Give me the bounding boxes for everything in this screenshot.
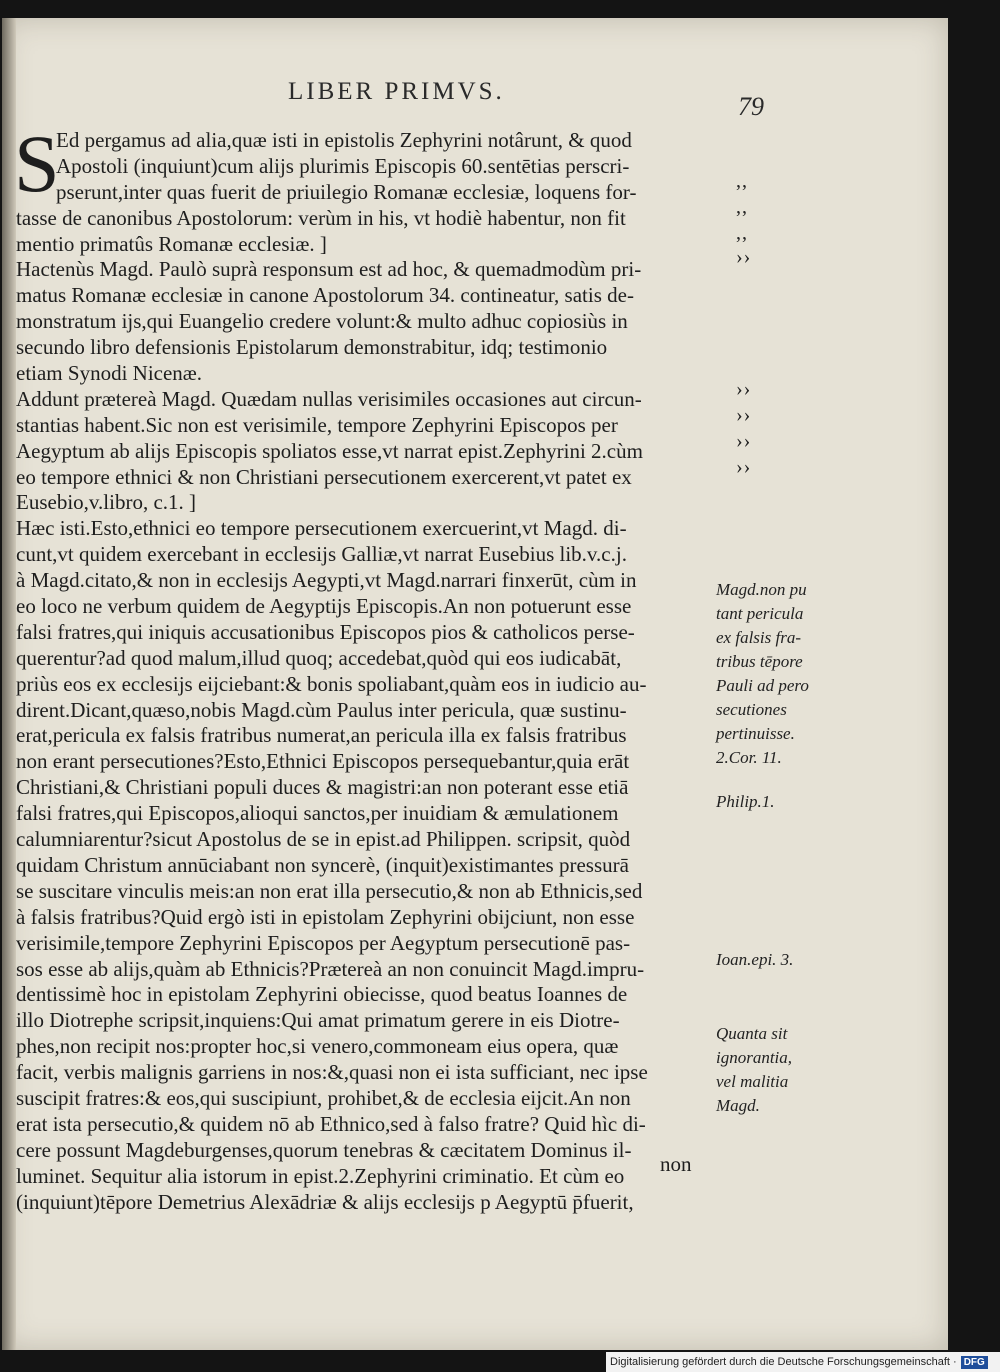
text-line: pserunt,inter quas fuerit de priuilegio Romanæ ecclesiæ, loquens for- [56, 179, 637, 204]
text-line: falsi fratres,qui Episcopos,alioqui sanctos,per inuidiam & æmulationem [16, 801, 619, 826]
text-line: suscipit fratres:& eos,qui suscipiunt, prohibet,& de ecclesia eijcit.An non [16, 1085, 631, 1110]
margin-note: Magd. [716, 1096, 760, 1115]
margin-note: ignorantia, [716, 1048, 793, 1067]
margin-note: vel malitia [716, 1072, 789, 1091]
quote-mark: ›› [736, 456, 752, 478]
text-line: Ed pergamus ad alia,quæ isti in epistolis Zephyrini notârunt, & quod [56, 128, 632, 152]
text-line: dirent.Dicant,quæso,nobis Magd.cùm Paulus inter pericula, quæ sustinu- [16, 697, 627, 722]
text-line: matus Romanæ ecclesiæ in canone Apostolorum 34. contineatur, satis de- [16, 283, 634, 308]
margin-note: secutiones [716, 700, 787, 719]
quote-mark: ›› [736, 404, 752, 426]
text-line: calumniarentur?sicut Apostolus de se in epist.ad Philippen. scripsit, quòd [16, 827, 631, 852]
margin-note: Philip.1. [716, 792, 775, 811]
quote-mark: ›› [736, 430, 752, 452]
text-line: Aegyptum ab alijs Episcopis spoliatos esse,vt narrat epist.Zephyrini 2.cùm [16, 438, 643, 463]
text-line: (inquiunt)tēpore Demetrius Alexādriæ & alijs ecclesijs p Aegyptū p̄fuerit, [16, 1189, 634, 1214]
margin-note: Ioan.epi. 3. [716, 950, 794, 969]
text-line: etiam Synodi Nicenæ. [16, 361, 203, 386]
quote-mark: ,, [736, 170, 748, 192]
digitization-footer [606, 1352, 1000, 1372]
text-line: eo tempore ethnici & non Christiani persecutionem exercerent,vt patet ex [16, 464, 632, 489]
margin-note: 2.Cor. 11. [716, 748, 782, 767]
text-line: cere possunt Magdeburgenses,quorum tenebras & cæcitatem Dominus il- [16, 1137, 632, 1162]
text-line: à Magd.citato,& non in ecclesijs Aegypti,vt Magd.narrari finxerūt, cùm in [16, 568, 637, 593]
text-line: Addunt prætereà Magd. Quædam nullas verisimiles occasiones aut circun- [16, 386, 642, 411]
text-line: à falsis fratribus?Quid ergò isti in epistolam Zephyrini obijciunt, non esse [16, 904, 635, 929]
text-line: cunt,vt quidem exercebant in ecclesijs Galliæ,vt narrat Eusebius lib.v.c.j. [16, 542, 627, 567]
running-title: LIBER PRIMVS. [288, 78, 505, 105]
drop-capital: S [14, 118, 60, 209]
text-line: Eusebio,v.libro, c.1. ] [16, 490, 197, 515]
margin-note: pertinuisse. [716, 724, 795, 743]
text-line: Christiani,& Christiani populi duces & magistri:an non poterant esse etiā [16, 775, 629, 800]
text-line: priùs eos ex ecclesijs eijciebant:& bonis spoliabant,quàm eos in iudicio au- [16, 671, 647, 696]
margin-note: ex falsis fra- [716, 628, 801, 647]
text-line: Apostoli (inquiunt)cum alijs plurimis Episcopis 60.sentētias perscri- [56, 153, 630, 178]
margin-note: Quanta sit [716, 1024, 788, 1043]
margin-note: Pauli ad pero [716, 676, 809, 695]
text-line: tasse de canonibus Apostolorum: verùm in his, vt hodiè habentur, non fit [16, 205, 626, 230]
text-line: erat,pericula ex falsis fratribus numerat,an pericula illa ex falsis fratribus [16, 723, 627, 748]
text-line: illo Diotrephe scripsit,inquiens:Qui amat primatum gerere in eis Diotre- [16, 1008, 620, 1033]
margin-note: tribus tēpore [716, 652, 803, 671]
text-line: facit, verbis malignis garriens in nos:&,quasi non ei ista sufficiant, nec ipse [16, 1060, 648, 1085]
text-line: non erant persecutiones?Esto,Ethnici Episcopos persequebantur,quia erāt [16, 749, 630, 774]
text-line: secundo libro defensionis Epistolarum demonstrabitur, idq; testimonio [16, 335, 608, 360]
text-line: se suscitare vinculis meis:an non erat illa persecutio,& non ab Ethnicis,sed [16, 878, 643, 903]
text-line: erat ista persecutio,& quidem nō ab Ethnico,sed à falso fratre? Quid hìc di- [16, 1111, 646, 1136]
main-text-block [16, 128, 716, 1215]
quote-mark: ›› [736, 246, 752, 268]
dfg-logo-icon: DFG [961, 1356, 988, 1369]
text-line: dentissimè hoc in epistolam Zephyrini obiecisse, quod beatus Ioannes de [16, 982, 628, 1007]
quote-mark: ,, [736, 196, 748, 218]
margin-note: tant pericula [716, 604, 804, 623]
text-line: Hæc isti.Esto,ethnici eo tempore persecutionem exercuerint,vt Magd. di- [16, 516, 627, 541]
text-line: Hactenùs Magd. Paulò suprà responsum est ad hoc, & quemadmodùm pri- [16, 257, 642, 282]
text-line: monstratum ijs,qui Euangelio credere volunt:& multo adhuc copiosiùs in [16, 309, 628, 334]
text-line: eo loco ne verbum quidem de Aegyptijs Episcopis.An non potuerunt esse [16, 594, 632, 619]
footer-credit: Digitalisierung gefördert durch die Deutsche Forschungsgemeinschaft · [610, 1356, 957, 1368]
text-line: falsi fratres,qui iniquis accusationibus Episcopos pios & catholicos perse- [16, 619, 635, 644]
text-line: stantias habent.Sic non est verisimile, tempore Zephyrini Episcopos per [16, 412, 618, 437]
text-line: sos esse ab alijs,quàm ab Ethnicis?Prætereà an non conuincit Magd.impru- [16, 956, 645, 981]
catchword: non [660, 1152, 692, 1176]
text-line: quidam Christum annūciabant non syncerè, (inquit)existimantes pressurā [16, 852, 629, 877]
text-line: luminet. Sequitur alia istorum in epist.2.Zephyrini criminatio. Et cùm eo [16, 1163, 625, 1188]
quote-mark: ,, [736, 222, 748, 244]
text-line: querentur?ad quod malum,illud quoq; accedebat,quòd qui eos iudicabāt, [16, 645, 622, 670]
text-line: mentio primatûs Romanæ ecclesiæ. ] [16, 231, 327, 256]
text-line: verisimile,tempore Zephyrini Episcopos per Aegyptum persecutionē pas- [16, 930, 631, 955]
text-line: phes,non recipit nos:propter hoc,si venero,commoneam eius opera, quæ [16, 1034, 619, 1059]
quote-mark: ›› [736, 378, 752, 400]
page-gutter [2, 18, 16, 1350]
page-number: 79 [738, 92, 764, 121]
margin-note: Magd.non pu [716, 580, 807, 599]
